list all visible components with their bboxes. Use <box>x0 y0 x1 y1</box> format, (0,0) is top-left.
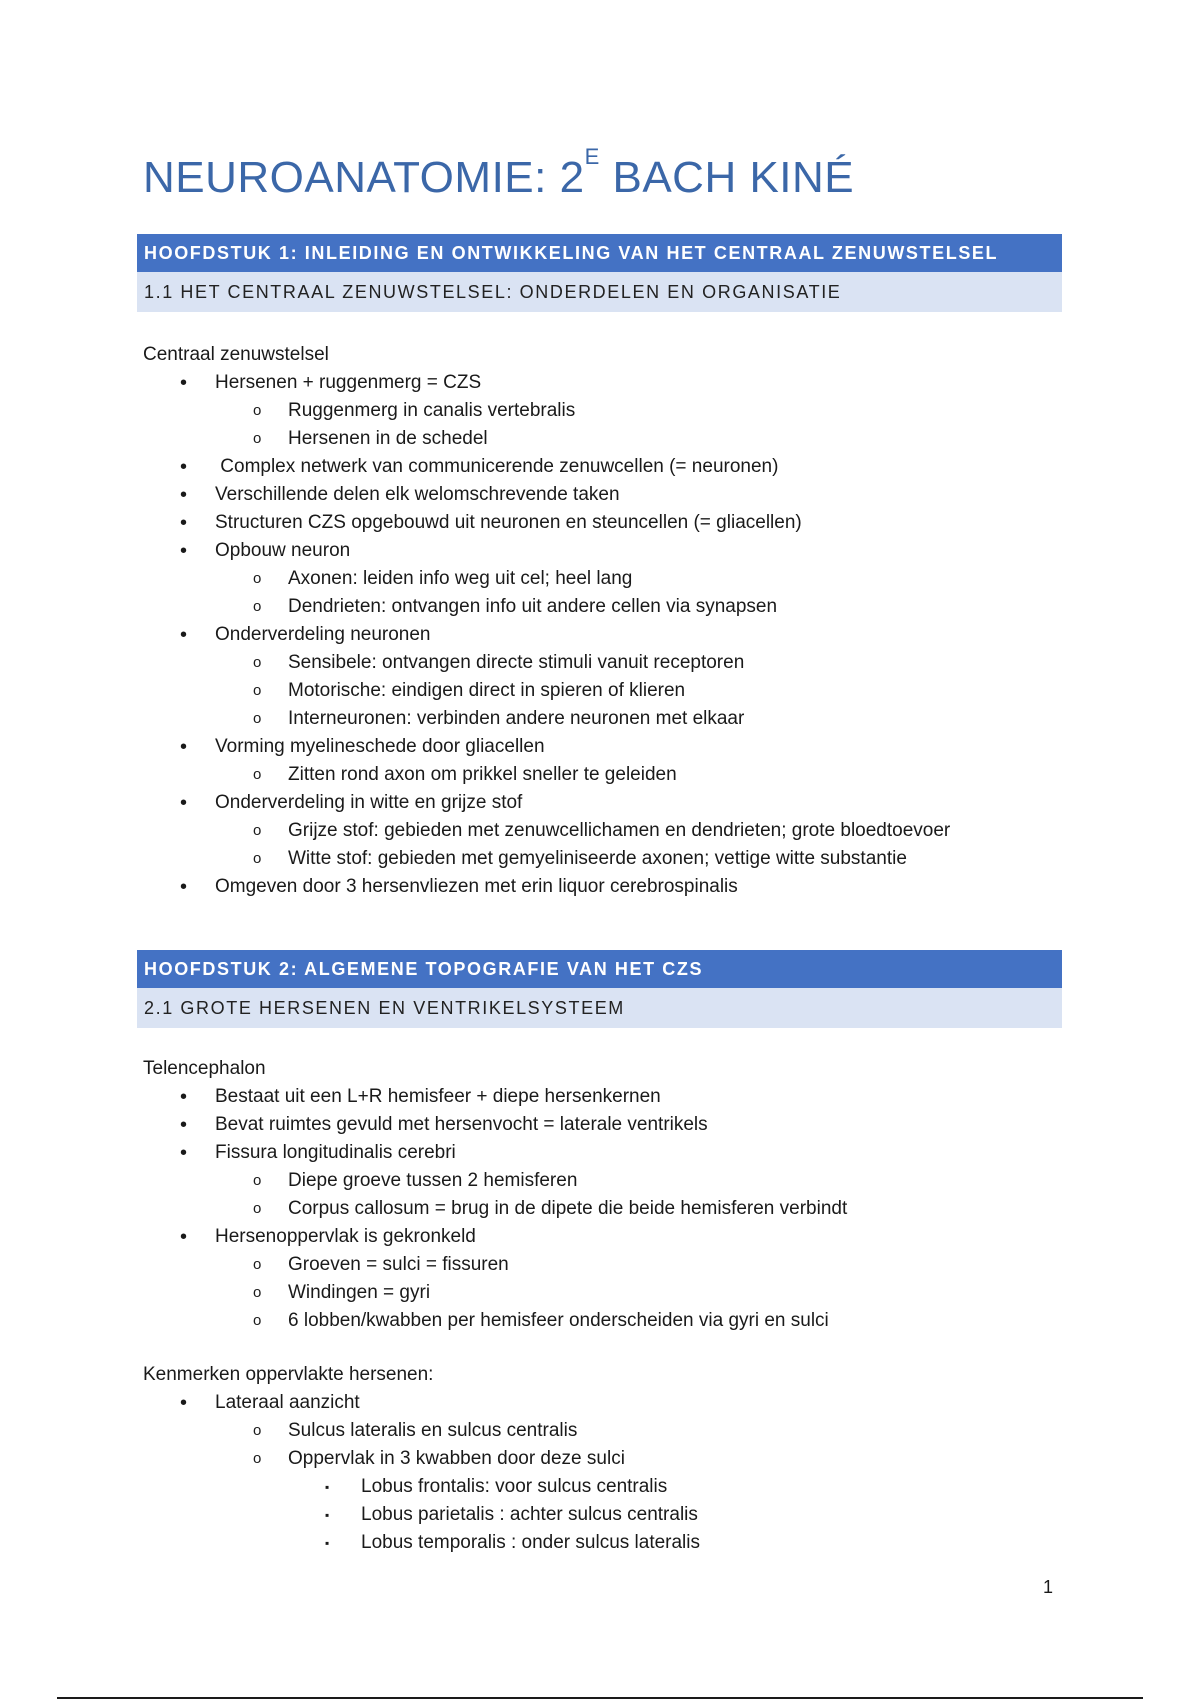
list-item-text: Fissura longitudinalis cerebri <box>215 1142 456 1163</box>
sub-bullet-marker: o <box>253 570 262 587</box>
sub-list-item-text: Witte stof: gebieden met gemyeliniseerde axonen; vettige witte substantie <box>288 848 907 869</box>
block-heading-telencephalon: Telencephalon <box>143 1058 266 1079</box>
sub-list-item <box>143 397 1063 425</box>
bullet-marker: • <box>180 1114 188 1136</box>
sub-bullet-marker: o <box>253 1312 262 1329</box>
list-item-text: Onderverdeling neuronen <box>215 624 431 645</box>
sub-list-item <box>143 1279 1063 1307</box>
title-superscript: E <box>584 144 600 169</box>
sublist-container <box>143 649 1063 733</box>
sub-list-item <box>143 1251 1063 1279</box>
list-item <box>143 1223 1063 1251</box>
list-item <box>143 1389 1063 1417</box>
list-item <box>143 369 1063 397</box>
sub-bullet-marker: o <box>253 710 262 727</box>
sublist-container <box>143 817 1063 873</box>
title-main: NEUROANATOMIE: 2 <box>143 153 585 202</box>
sub-list-item <box>143 593 1063 621</box>
list-item <box>143 621 1063 649</box>
sub-list-item-text: Sensibele: ontvangen directe stimuli vanuit receptoren <box>288 652 745 673</box>
sublist-container <box>143 1251 1063 1335</box>
sublist-container <box>143 565 1063 621</box>
sub-list-item-text: Motorische: eindigen direct in spieren of klieren <box>288 680 686 701</box>
sub-bullet-list <box>143 817 1063 873</box>
list-item <box>143 453 1063 481</box>
sub-list-item <box>143 565 1063 593</box>
sublist-container <box>143 1167 1063 1223</box>
sub-list-item <box>143 677 1063 705</box>
bullet-marker: • <box>180 736 188 758</box>
chapter-2-content <box>143 1055 1063 1557</box>
sub-sub-list-item-text: Lobus parietalis : achter sulcus centralis <box>361 1504 698 1525</box>
list-item <box>143 789 1063 817</box>
sub-list-item <box>143 1417 1063 1445</box>
sub-list-item-text: Axonen: leiden info weg uit cel; heel lang <box>288 568 633 589</box>
sub-bullet-marker: o <box>253 1284 262 1301</box>
square-bullet-marker: ▪ <box>325 1480 330 1494</box>
sub-sub-list-item <box>143 1529 1063 1557</box>
page-number: 1 <box>1043 1577 1054 1597</box>
list-item-text: Onderverdeling in witte en grijze stof <box>215 792 523 813</box>
list-item <box>143 733 1063 761</box>
sub-bullet-marker: o <box>253 1200 262 1217</box>
sub-bullet-list <box>143 397 1063 453</box>
sub-bullet-marker: o <box>253 766 262 783</box>
list-item-text: Bevat ruimtes gevuld met hersenvocht = laterale ventrikels <box>215 1114 708 1135</box>
sub-bullet-marker: o <box>253 1422 262 1439</box>
sub-bullet-list <box>143 1417 1063 1557</box>
list-item <box>143 537 1063 565</box>
section-1-1-heading: 1.1 HET CENTRAAL ZENUWSTELSEL: ONDERDELEN EN ORGANISATIE <box>137 272 1062 312</box>
sublist-container <box>143 1417 1063 1557</box>
sub-list-item-text: Interneuronen: verbinden andere neuronen met elkaar <box>288 708 745 729</box>
list-item <box>143 873 1063 901</box>
bullet-list <box>143 1083 1063 1335</box>
sub-list-item-text: Dendrieten: ontvangen info uit andere cellen via synapsen <box>288 596 778 617</box>
sub-bullet-marker: o <box>253 682 262 699</box>
list-item-text: Omgeven door 3 hersenvliezen met erin liquor cerebrospinalis <box>215 876 738 897</box>
sub-list-item <box>143 817 1063 845</box>
sub-sub-bullet-list <box>143 1473 1063 1557</box>
spacer <box>143 1335 1063 1361</box>
sub-bullet-marker: o <box>253 430 262 447</box>
bullet-marker: • <box>180 624 188 646</box>
sub-sub-list-item-text: Lobus frontalis: voor sulcus centralis <box>361 1476 668 1497</box>
chapter-1-content <box>143 341 1063 901</box>
list-item-text: Structuren CZS opgebouwd uit neuronen en steuncellen (= gliacellen) <box>215 512 802 533</box>
sub-list-item-text: Grijze stof: gebieden met zenuwcellichamen en dendrieten; grote bloedtoevoer <box>288 820 951 841</box>
section-2-1-heading: 2.1 GROTE HERSENEN EN VENTRIKELSYSTEEM <box>137 988 1062 1028</box>
bullet-marker: • <box>180 792 188 814</box>
sub-bullet-marker: o <box>253 598 262 615</box>
sub-list-item-text: 6 lobben/kwabben per hemisfeer onderscheiden via gyri en sulci <box>288 1310 829 1331</box>
sub-list-item <box>143 425 1063 453</box>
bullet-marker: • <box>180 540 188 562</box>
bullet-marker: • <box>180 484 188 506</box>
sub-bullet-marker: o <box>253 1172 262 1189</box>
sub-list-item-text: Diepe groeve tussen 2 hemisferen <box>288 1170 578 1191</box>
list-item-text: Opbouw neuron <box>215 540 351 561</box>
chapter-2-heading: HOOFDSTUK 2: ALGEMENE TOPOGRAFIE VAN HET CZS <box>137 950 1062 988</box>
sub-sub-list-item <box>143 1473 1063 1501</box>
bullet-marker: • <box>180 1392 188 1414</box>
sub-bullet-list <box>143 649 1063 733</box>
list-item-text: Bestaat uit een L+R hemisfeer + diepe hersenkernen <box>215 1086 661 1107</box>
bullet-marker: • <box>180 1086 188 1108</box>
sub-list-item <box>143 1307 1063 1335</box>
list-item-text: Complex netwerk van communicerende zenuwcellen (= neuronen) <box>215 456 779 477</box>
bullet-list <box>143 1389 1063 1557</box>
sub-bullet-marker: o <box>253 1256 262 1273</box>
sublist-container <box>143 761 1063 789</box>
sub-list-item <box>143 1445 1063 1473</box>
subsublist-container <box>143 1473 1063 1557</box>
sub-list-item-text: Windingen = gyri <box>288 1282 431 1303</box>
sub-list-item-text: Oppervlak in 3 kwabben door deze sulci <box>288 1448 625 1469</box>
sub-list-item <box>143 1195 1063 1223</box>
list-item <box>143 509 1063 537</box>
sub-list-item-text: Hersenen in de schedel <box>288 428 488 449</box>
sub-sub-list-item <box>143 1501 1063 1529</box>
sub-bullet-marker: o <box>253 822 262 839</box>
sub-bullet-marker: o <box>253 1450 262 1467</box>
sub-bullet-list <box>143 1167 1063 1223</box>
sub-bullet-marker: o <box>253 654 262 671</box>
list-item-text: Vorming myelineschede door gliacellen <box>215 736 545 757</box>
sub-list-item-text: Sulcus lateralis en sulcus centralis <box>288 1420 578 1441</box>
title-rest: BACH KINÉ <box>599 153 855 202</box>
sublist-container <box>143 397 1063 453</box>
sub-list-item <box>143 649 1063 677</box>
chapter-1-heading: HOOFDSTUK 1: INLEIDING EN ONTWIKKELING VAN HET CENTRAAL ZENUWSTELSEL <box>137 234 1062 272</box>
sub-list-item <box>143 1167 1063 1195</box>
list-item <box>143 1139 1063 1167</box>
bullet-marker: • <box>180 1226 188 1248</box>
square-bullet-marker: ▪ <box>325 1536 330 1550</box>
page-bottom-divider <box>57 1697 1143 1699</box>
sub-sub-list-item-text: Lobus temporalis : onder sulcus lateralis <box>361 1532 701 1553</box>
bullet-marker: • <box>180 1142 188 1164</box>
list-item <box>143 1111 1063 1139</box>
list-item-text: Lateraal aanzicht <box>215 1392 360 1413</box>
sub-bullet-list <box>143 1251 1063 1335</box>
bullet-marker: • <box>180 372 188 394</box>
bullet-marker: • <box>180 512 188 534</box>
bullet-list <box>143 369 1063 901</box>
sub-bullet-marker: o <box>253 850 262 867</box>
square-bullet-marker: ▪ <box>325 1508 330 1522</box>
sub-list-item <box>143 761 1063 789</box>
list-item <box>143 481 1063 509</box>
list-item <box>143 1083 1063 1111</box>
sub-bullet-list <box>143 565 1063 621</box>
sub-list-item <box>143 705 1063 733</box>
sub-list-item <box>143 845 1063 873</box>
bullet-marker: • <box>180 456 188 478</box>
block-heading-kenmerken-oppervlakte: Kenmerken oppervlakte hersenen: <box>143 1364 434 1385</box>
sub-list-item-text: Corpus callosum = brug in de dipete die beide hemisferen verbindt <box>288 1198 848 1219</box>
document-title <box>143 144 855 206</box>
list-item-text: Hersenoppervlak is gekronkeld <box>215 1226 476 1247</box>
list-item-text: Hersenen + ruggenmerg = CZS <box>215 372 482 393</box>
sub-list-item-text: Groeven = sulci = fissuren <box>288 1254 509 1275</box>
sub-list-item-text: Ruggenmerg in canalis vertebralis <box>288 400 576 421</box>
sub-bullet-list <box>143 761 1063 789</box>
sub-list-item-text: Zitten rond axon om prikkel sneller te geleiden <box>288 764 677 785</box>
bullet-marker: • <box>180 876 188 898</box>
sub-bullet-marker: o <box>253 402 262 419</box>
block-heading-centraal-zenuwstelsel: Centraal zenuwstelsel <box>143 344 329 365</box>
list-item-text: Verschillende delen elk welomschrevende taken <box>215 484 620 505</box>
